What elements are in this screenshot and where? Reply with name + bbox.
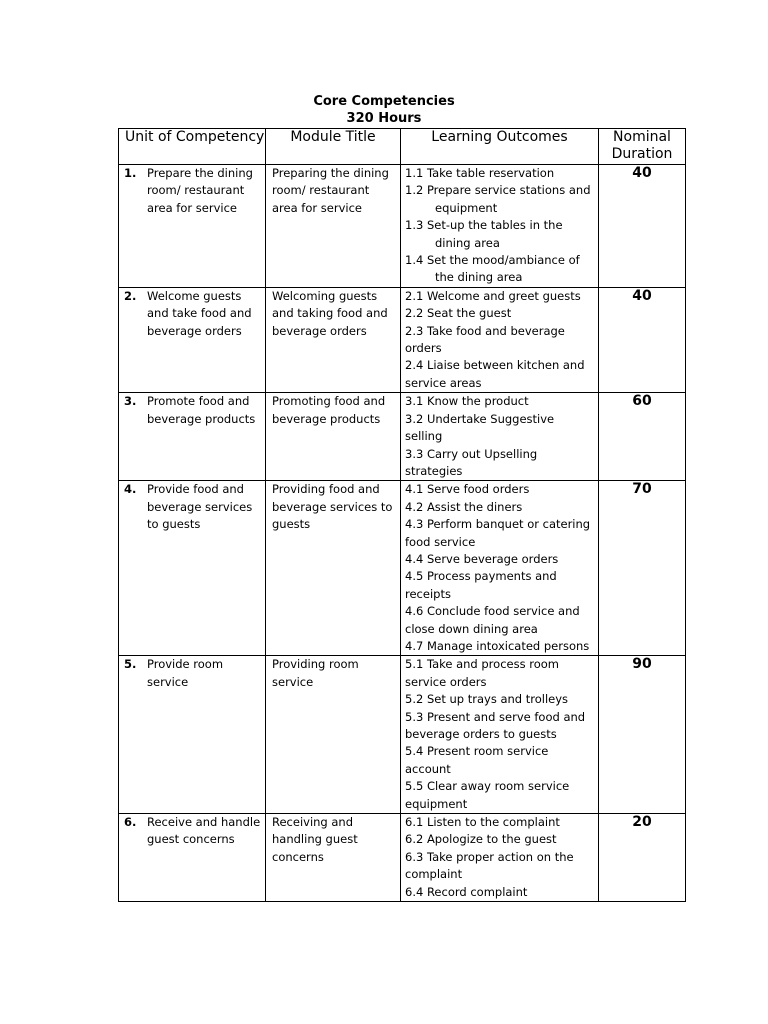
outcome-item: 2.3 Take food and beverage orders [405, 323, 565, 356]
module-cell [266, 481, 401, 656]
duration-value: 40 [632, 287, 652, 304]
outcome-item: 1.4 Set the mood/ambiance of the dining area [405, 253, 580, 285]
document-title: Core Competencies [313, 94, 455, 109]
duration-cell [599, 287, 686, 392]
outcome-item: 2.1 Welcome and greet guests [405, 288, 581, 303]
duration-value: 60 [632, 393, 652, 410]
outcomes-cell [401, 481, 599, 656]
module-cell [266, 165, 401, 288]
outcome-item: 4.3 Perform banquet or catering food service [405, 517, 591, 549]
outcomes-cell [401, 165, 599, 288]
outcome-item: 4.2 Assist the diners [405, 499, 523, 514]
table-header-row [119, 129, 686, 165]
table-row [119, 656, 686, 814]
outcome-item: 6.2 Apologize to the guest [405, 832, 557, 847]
unit-cell [119, 165, 266, 288]
outcome-item: 5.5 Clear away room service equipment [405, 779, 570, 811]
outcome-item: 5.4 Present room service account [405, 744, 549, 776]
document-title-block [0, 93, 768, 127]
outcome-item: 2.4 Liaise between kitchen and service areas [405, 358, 585, 390]
duration-value: 20 [632, 814, 652, 831]
header-duration-line2: Duration [611, 146, 673, 162]
module-text: Providing room service [272, 657, 359, 689]
unit-text: Provide room service [147, 657, 224, 689]
header-unit: Unit of Competency [119, 129, 266, 165]
row-number: 4. [124, 482, 137, 497]
unit-cell [119, 481, 266, 656]
table-row [119, 481, 686, 656]
outcome-item: 5.1 Take and process room service orders [405, 657, 559, 689]
duration-cell [599, 393, 686, 481]
outcome-item: 4.6 Conclude food service and close down dining area [405, 604, 580, 636]
unit-text: Receive and handle guest concerns [147, 815, 261, 847]
module-text: Receiving and handling guest concerns [272, 815, 358, 864]
unit-cell [119, 287, 266, 392]
header-outcomes: Learning Outcomes [401, 129, 599, 165]
duration-cell [599, 814, 686, 902]
module-cell [266, 393, 401, 481]
module-text: Preparing the dining room/ restaurant area for service [272, 166, 389, 215]
outcome-item: 6.1 Listen to the complaint [405, 815, 560, 830]
unit-text: Welcome guests and take food and beverage orders [147, 288, 252, 338]
unit-text: Promote food and beverage products [147, 394, 256, 426]
unit-text: Provide food and beverage services to guests [147, 482, 253, 532]
outcome-item: 1.2 Prepare service stations and equipment [405, 183, 591, 215]
outcome-item: 5.3 Present and serve food and beverage orders to guests [405, 709, 586, 741]
outcome-item: 4.5 Process payments and receipts [405, 569, 557, 601]
table-row [119, 814, 686, 902]
outcome-item: 6.4 Record complaint [405, 884, 528, 899]
module-cell [266, 814, 401, 902]
duration-cell [599, 481, 686, 656]
row-number: 5. [124, 657, 137, 672]
outcomes-cell [401, 287, 599, 392]
outcome-item: 4.1 Serve food orders [405, 482, 530, 497]
outcome-item: 1.3 Set-up the tables in the dining area [405, 218, 563, 250]
row-number: 2. [124, 288, 137, 303]
outcome-item: 3.1 Know the product [405, 394, 529, 409]
table-row [119, 165, 686, 288]
module-text: Providing food and beverage services to guests [272, 482, 393, 532]
module-text: Welcoming guests and taking food and beverage orders [272, 288, 388, 338]
row-number: 3. [124, 394, 137, 409]
outcome-item: 4.7 Manage intoxicated persons [405, 638, 590, 653]
outcome-item: 3.3 Carry out Upselling strategies [405, 446, 538, 478]
duration-value: 40 [632, 165, 652, 181]
header-module: Module Title [266, 129, 401, 165]
table-row [119, 287, 686, 392]
unit-cell [119, 656, 266, 814]
outcome-item: 3.2 Undertake Suggestive selling [405, 411, 555, 444]
competency-table [118, 128, 686, 902]
duration-cell [599, 165, 686, 288]
outcomes-cell [401, 393, 599, 481]
table-row [119, 393, 686, 481]
row-number: 6. [124, 815, 137, 830]
row-number: 1. [124, 166, 137, 180]
duration-value: 90 [632, 656, 652, 673]
outcome-item: 6.3 Take proper action on the complaint [405, 849, 574, 882]
module-cell [266, 656, 401, 814]
outcome-item: 5.2 Set up trays and trolleys [405, 692, 569, 707]
duration-value: 70 [632, 481, 652, 498]
unit-cell [119, 814, 266, 902]
unit-text: Prepare the dining room/ restaurant area for service [147, 166, 253, 215]
document-subtitle: 320 Hours [346, 111, 422, 126]
outcome-item: 4.4 Serve beverage orders [405, 551, 559, 566]
duration-cell [599, 656, 686, 814]
header-duration [599, 129, 686, 165]
module-text: Promoting food and beverage products [272, 394, 386, 426]
unit-cell [119, 393, 266, 481]
outcome-item: 1.1 Take table reservation [405, 166, 555, 180]
outcomes-cell [401, 656, 599, 814]
module-cell [266, 287, 401, 392]
outcome-item: 2.2 Seat the guest [405, 306, 512, 321]
outcomes-cell [401, 814, 599, 902]
header-duration-line1: Nominal [613, 129, 671, 145]
